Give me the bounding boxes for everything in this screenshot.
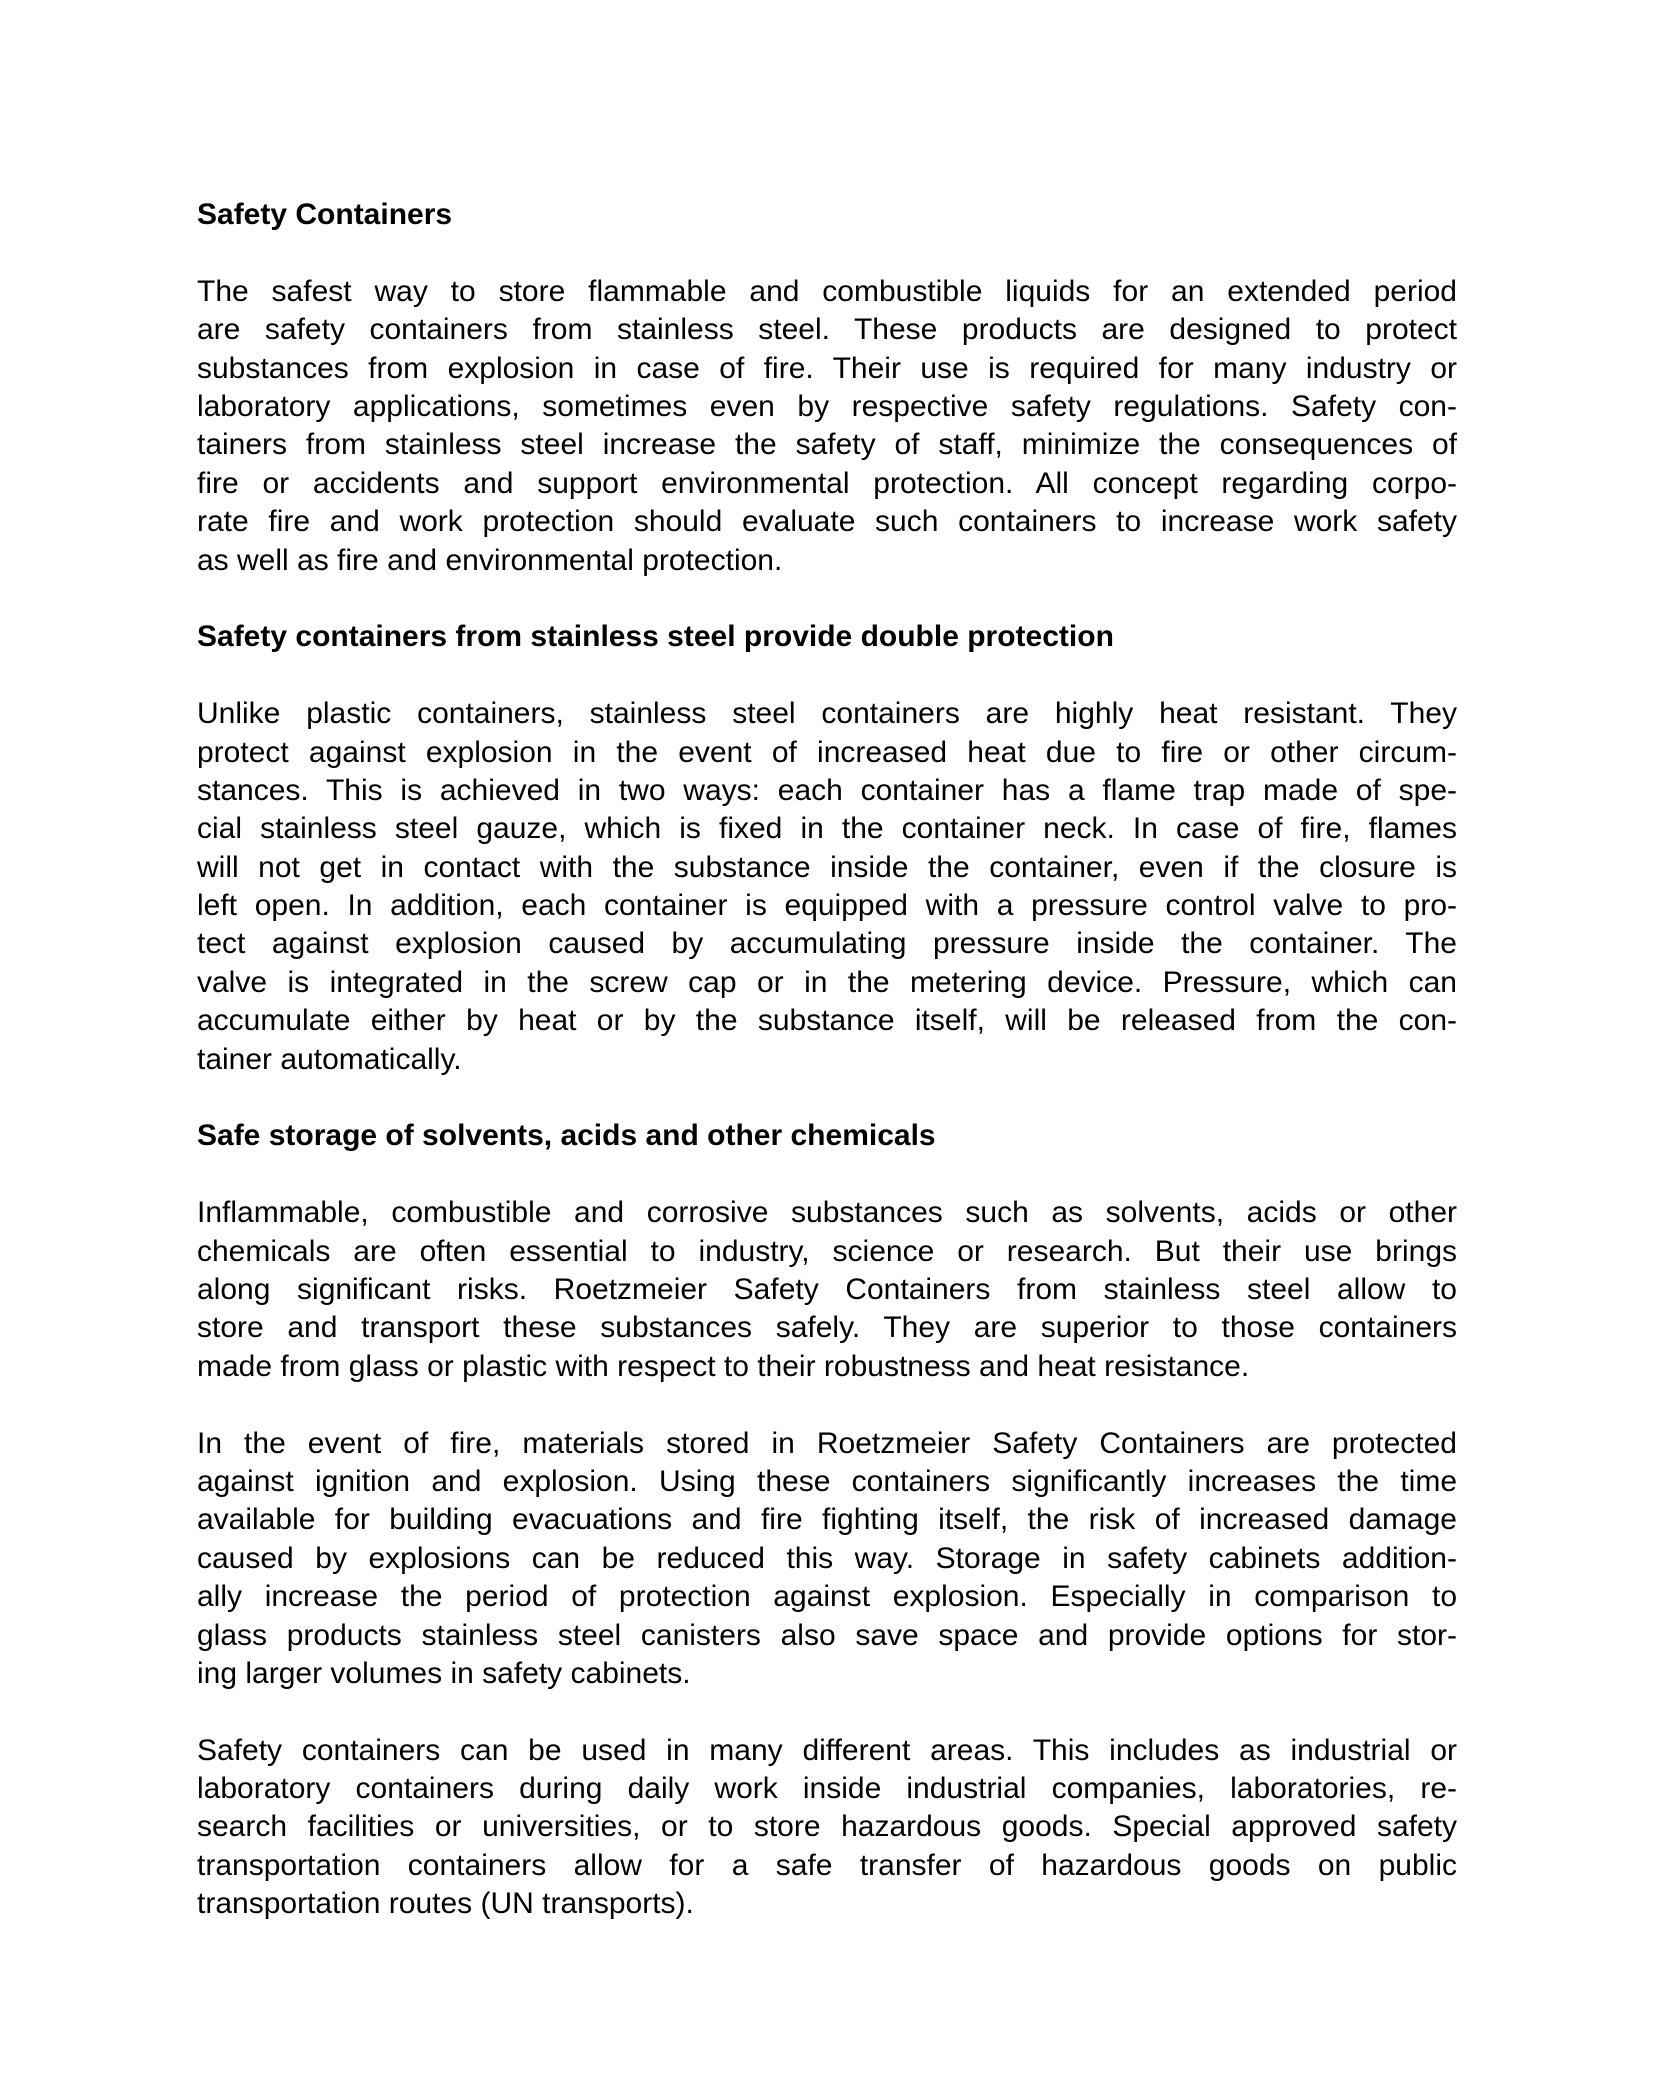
text-line: substances from explosion in case of fire. Their use is required for many industry or — [197, 351, 1457, 385]
text-line: tect against explosion caused by accumulating pressure inside the container. The — [197, 927, 1457, 961]
text-line: available for building evacuations and fire fighting itself, the risk of increased damage — [197, 1503, 1457, 1537]
text-line: are safety containers from stainless steel. These products are designed to protect — [197, 313, 1457, 347]
spacer — [197, 1386, 1457, 1424]
text-line: accumulate either by heat or by the substance itself, will be released from the con- — [197, 1004, 1457, 1038]
text-line: store and transport these substances safely. They are superior to those containers — [197, 1311, 1457, 1345]
text-line: protect against explosion in the event of increased heat due to fire or other circum- — [197, 735, 1457, 769]
paragraph-intro — [197, 273, 1457, 580]
text-line: The safest way to store flammable and combustible liquids for an extended period — [197, 274, 1457, 308]
text-line: laboratory containers during daily work inside industrial companies, laboratories, re- — [197, 1772, 1457, 1806]
text-line: valve is integrated in the screw cap or in the metering device. Pressure, which can — [197, 965, 1457, 999]
section-heading-safety-containers: Safety Containers — [197, 198, 453, 231]
text-line: ing larger volumes in safety cabinets. — [197, 1656, 691, 1690]
text-line: transportation containers allow for a safe transfer of hazardous goods on public — [197, 1848, 1457, 1882]
section-heading-double-protection: Safety containers from stainless steel provide double protection — [197, 620, 1114, 654]
text-line: laboratory applications, sometimes even by respective safety regulations. Safety con- — [197, 389, 1457, 423]
text-line: stances. This is achieved in two ways: each container has a flame trap made of spe- — [197, 773, 1457, 807]
paragraph-double-protection — [197, 695, 1457, 1079]
text-line: cial stainless steel gauze, which is fixed in the container neck. In case of fire, flames — [197, 812, 1457, 846]
spacer — [197, 1693, 1457, 1731]
spacer — [197, 1079, 1457, 1117]
paragraph-safe-storage-1 — [197, 1194, 1457, 1386]
document-page — [197, 196, 1457, 1924]
text-line: Inflammable, combustible and corrosive substances such as solvents, acids or other — [197, 1196, 1457, 1230]
text-line: made from glass or plastic with respect to their robustness and heat resistance. — [197, 1349, 1250, 1383]
text-line: against ignition and explosion. Using these containers significantly increases the time — [197, 1464, 1457, 1498]
text-line: Safety containers can be used in many different areas. This includes as industrial or — [197, 1733, 1457, 1767]
text-line: In the event of fire, materials stored in Roetzmeier Safety Containers are protected — [197, 1426, 1457, 1460]
text-line: Unlike plastic containers, stainless steel containers are highly heat resistant. They — [197, 697, 1457, 731]
text-line: as well as fire and environmental protection. — [197, 543, 783, 577]
paragraph-safe-storage-3 — [197, 1732, 1457, 1924]
text-line: glass products stainless steel canisters also save space and provide options for stor- — [197, 1618, 1457, 1652]
text-line: caused by explosions can be reduced this way. Storage in safety cabinets addition- — [197, 1541, 1457, 1575]
text-line: search facilities or universities, or to store hazardous goods. Special approved safety — [197, 1810, 1457, 1844]
text-line: tainer automatically. — [197, 1042, 462, 1076]
text-line: will not get in contact with the substance inside the container, even if the closure is — [197, 850, 1457, 884]
text-line: chemicals are often essential to industry, science or research. But their use brings — [197, 1234, 1457, 1268]
text-line: transportation routes (UN transports). — [197, 1887, 694, 1921]
section-heading-safe-storage: Safe storage of solvents, acids and other chemicals — [197, 1119, 936, 1153]
spacer — [197, 657, 1457, 695]
text-line: tainers from stainless steel increase the safety of staff, minimize the consequences of — [197, 428, 1457, 462]
spacer — [197, 234, 1457, 272]
spacer — [197, 580, 1457, 618]
text-line: fire or accidents and support environmental protection. All concept regarding corpo- — [197, 466, 1457, 500]
text-line: rate fire and work protection should evaluate such containers to increase work safety — [197, 505, 1457, 539]
paragraph-safe-storage-2 — [197, 1425, 1457, 1694]
text-line: ally increase the period of protection against explosion. Especially in comparison to — [197, 1580, 1457, 1614]
spacer — [197, 1156, 1457, 1194]
text-line: along significant risks. Roetzmeier Safety Containers from stainless steel allow to — [197, 1272, 1457, 1306]
text-line: left open. In addition, each container is equipped with a pressure control valve to pro- — [197, 889, 1457, 923]
